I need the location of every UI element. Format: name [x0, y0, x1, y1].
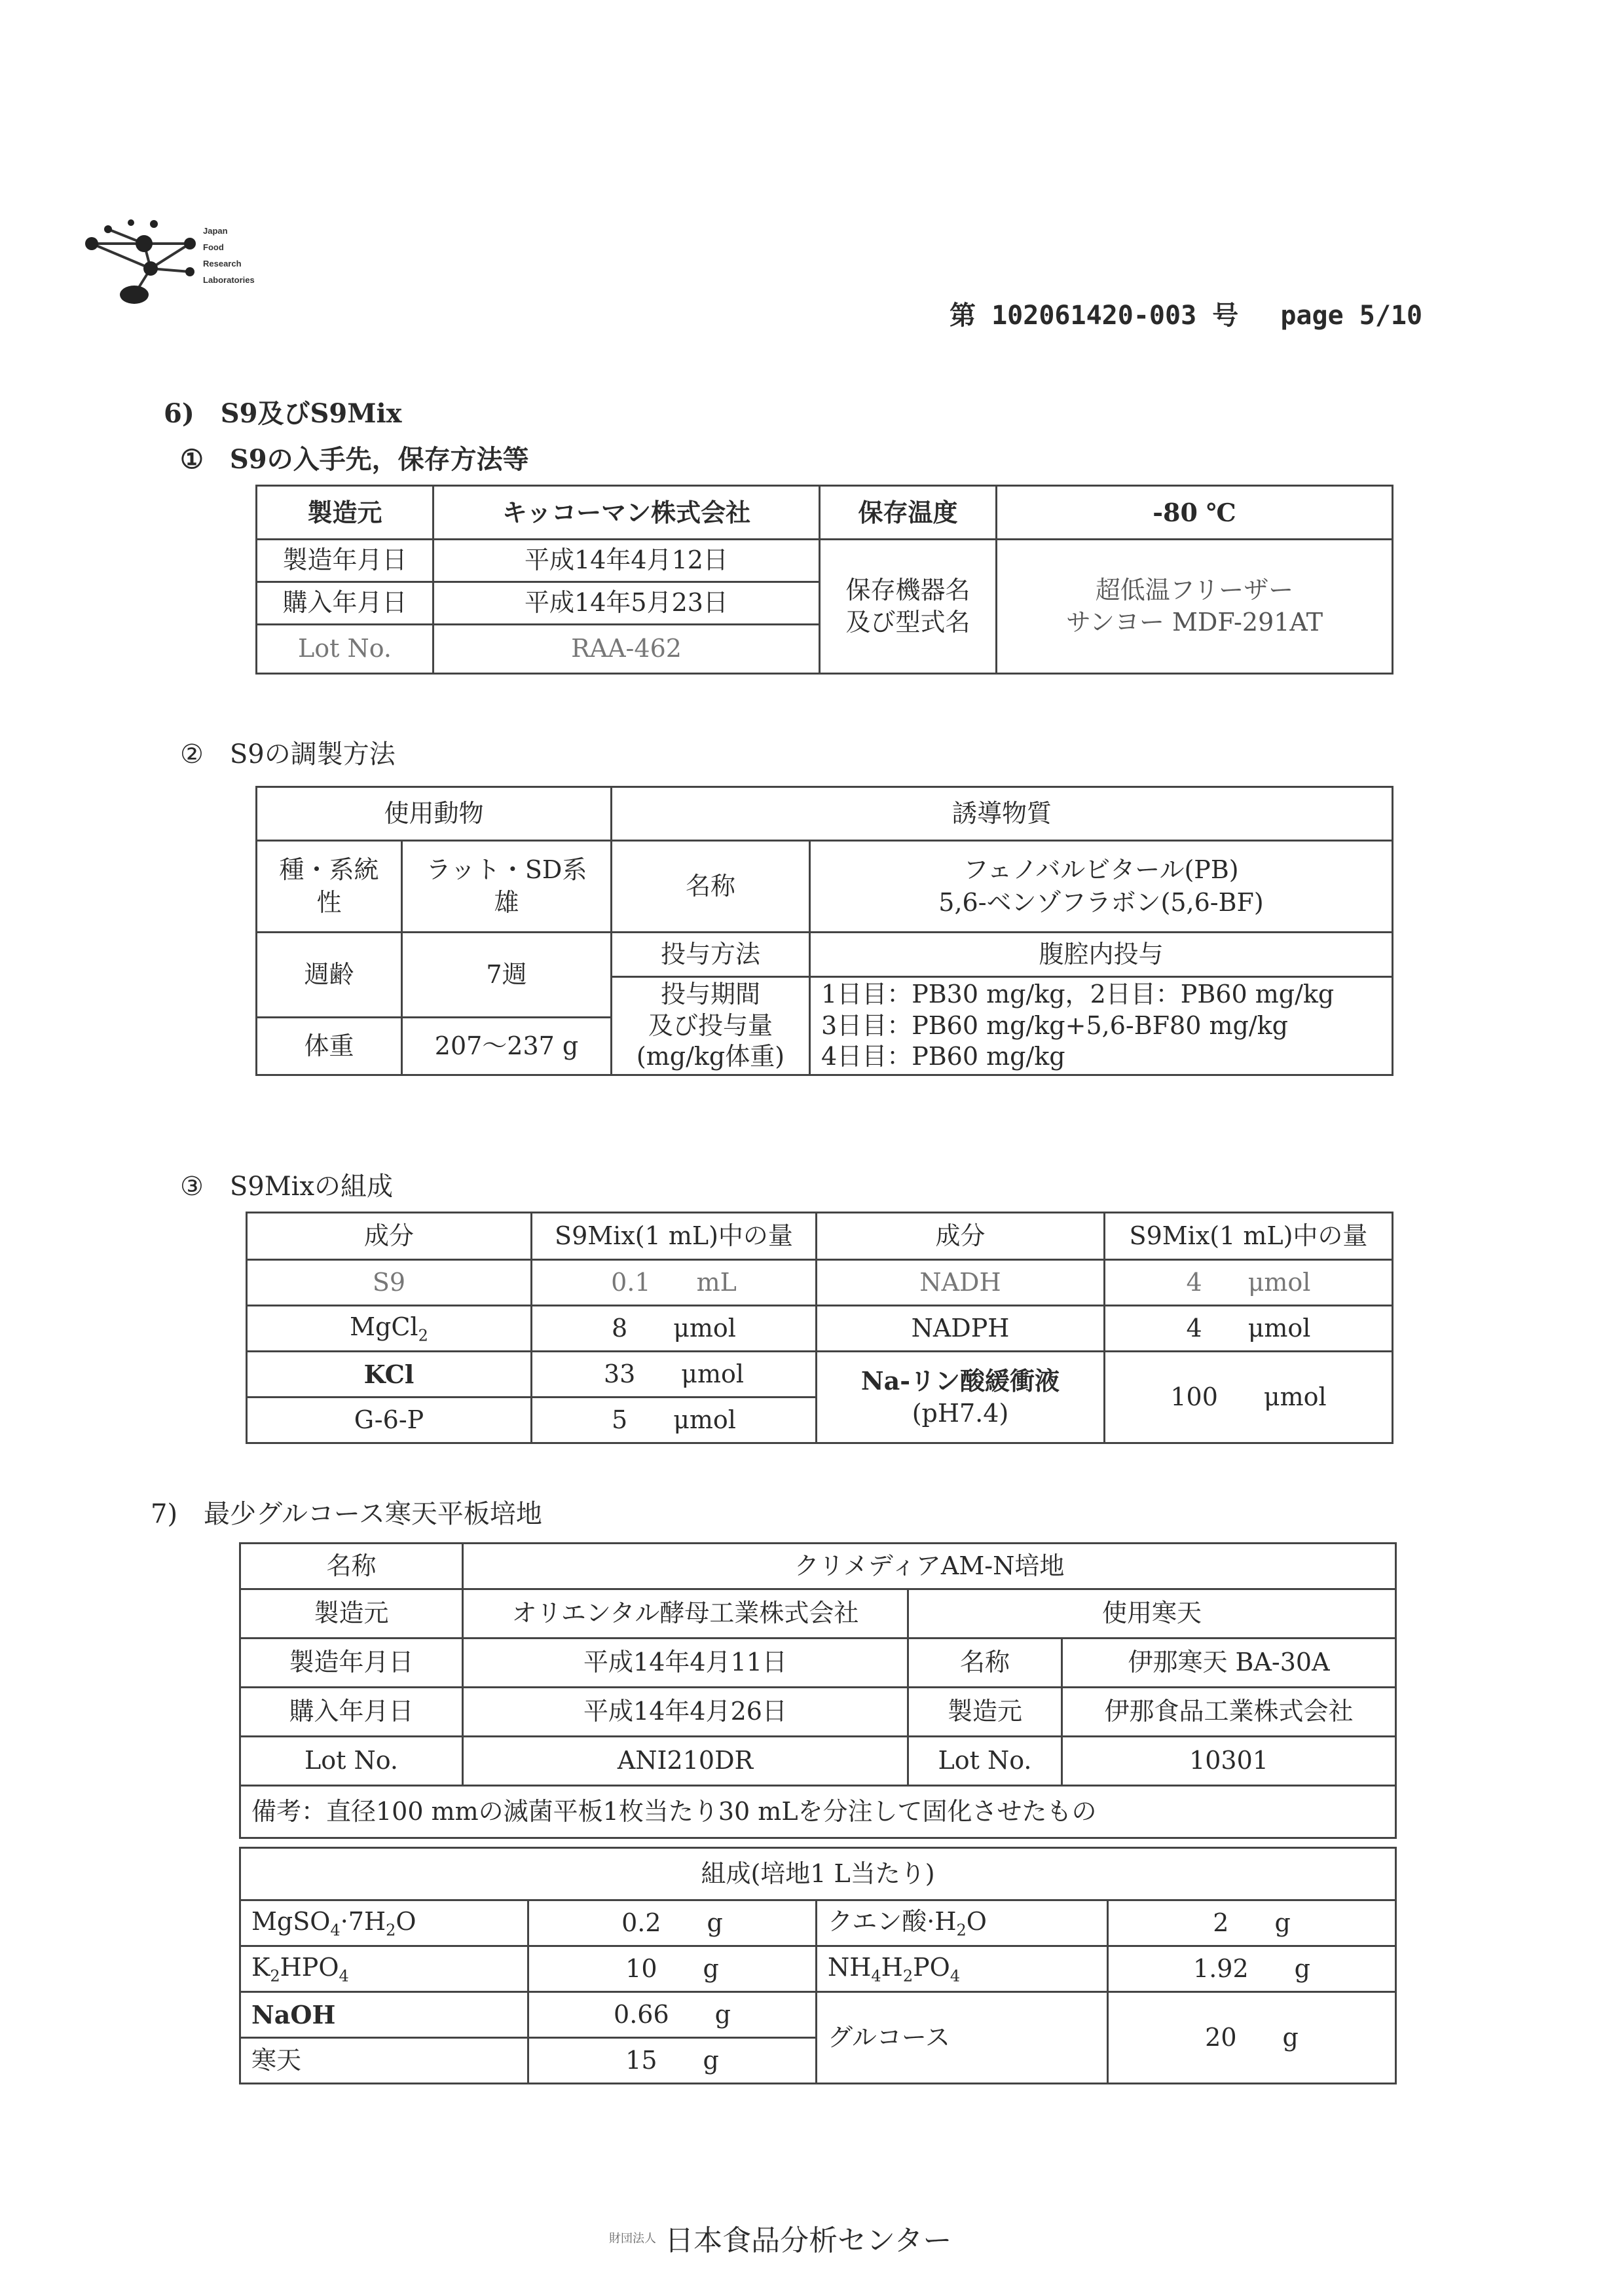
- equip-value: 超低温フリーザー サンヨー MDF-291AT: [997, 540, 1393, 674]
- comp-glucose-amount: 20 g: [1108, 1992, 1396, 2084]
- comp-naoh: NaOH: [240, 1992, 528, 2038]
- medium-lot-value: ANI210DR: [463, 1737, 908, 1786]
- mfg-date-label: 製造年月日: [257, 540, 434, 582]
- medium-mfg-label: 製造年月日: [240, 1639, 463, 1688]
- agar-maker-label: 製造元: [908, 1688, 1062, 1737]
- component-kcl: KCl: [247, 1352, 532, 1398]
- comp-mgso4: $MgSO_4\cdot 7H_2O$: [240, 1900, 528, 1946]
- amount-nadh: 4 μmol: [1105, 1260, 1393, 1306]
- comp-agar-amount: 15 g: [528, 2038, 817, 2084]
- comp-nh4h2po4-amount: 1.92 g: [1108, 1946, 1396, 1992]
- s9mix-heading: ③ S9Mixの組成: [180, 1172, 394, 1202]
- species-value: ラット・SD系 雄: [402, 841, 612, 933]
- doc-reference: [950, 295, 1422, 332]
- section-6-heading: 6) S9及びS9Mix: [164, 398, 402, 429]
- col-amount-left: S9Mix(1 mL)中の量: [532, 1213, 817, 1260]
- weight-value: 207～237 g: [402, 1018, 612, 1075]
- org-name-lines: Japan Food Research Laboratories: [203, 226, 255, 285]
- section-7-heading: 7) 最少グルコース寒天平板培地: [151, 1499, 542, 1529]
- agar-header: 使用寒天: [908, 1589, 1396, 1639]
- footer-org: [609, 2217, 951, 2259]
- age-value: 7週: [402, 933, 612, 1018]
- s9-source-heading: ① S9の入手先，保存方法等: [180, 444, 529, 475]
- medium-info-table: [239, 1542, 1397, 1839]
- comp-naoh-amount: 0.66 g: [528, 1992, 817, 2038]
- mfg-date-value: 平成14年4月12日: [434, 540, 820, 582]
- age-label: 週齢: [257, 933, 402, 1018]
- maker-label: 製造元: [257, 486, 434, 540]
- comp-k2hpo4: $K_2HPO_4$: [240, 1946, 528, 1992]
- footer-small: 財団法人: [609, 2232, 656, 2246]
- component-mgcl2: MgCl$_2$: [247, 1306, 532, 1352]
- amount-nadph: 4 μmol: [1105, 1306, 1393, 1352]
- agar-name-value: 伊那寒天 BA-30A: [1062, 1639, 1396, 1688]
- comp-nh4h2po4: $NH_4H_2PO_4$: [817, 1946, 1108, 1992]
- composition-header: 組成(培地1 L当たり): [240, 1848, 1396, 1900]
- lot-label: Lot No.: [257, 625, 434, 674]
- medium-buy-label: 購入年月日: [240, 1688, 463, 1737]
- inducer-name-label: 名称: [612, 841, 810, 933]
- medium-maker-label: 製造元: [240, 1589, 463, 1639]
- inducer-names: フェノバルビタール(PB) 5,6-ベンゾフラボン(5,6-BF): [810, 841, 1393, 933]
- temp-value: -80 ℃: [997, 486, 1393, 540]
- component-g6p: G-6-P: [247, 1398, 532, 1443]
- component-phosphate-buffer: Na-リン酸緩衝液 (pH7.4): [817, 1352, 1105, 1443]
- medium-lot-label: Lot No.: [240, 1737, 463, 1786]
- network-logo-icon: [79, 210, 210, 308]
- animal-header: 使用動物: [257, 787, 612, 841]
- dose-schedule: 1日目：PB30 mg/kg，2日目：PB60 mg/kg 3日目：PB60 mg/kg+5,6-BF80 mg/kg 4日目：PB60 mg/kg: [810, 977, 1393, 1075]
- buy-date-label: 購入年月日: [257, 582, 434, 625]
- medium-note: 備考：直径100 mmの滅菌平板1枚当たり30 mLを分注して固化させたもの: [240, 1786, 1396, 1838]
- comp-mgso4-amount: 0.2 g: [528, 1900, 817, 1946]
- comp-citric-acid-amount: 2 g: [1108, 1900, 1396, 1946]
- org-logo: [79, 210, 288, 308]
- s9-source-table: [255, 485, 1393, 675]
- footer-org-name: 日本食品分析センター: [665, 2224, 952, 2257]
- col-component-left: 成分: [247, 1213, 532, 1260]
- method-label: 投与方法: [612, 933, 810, 977]
- species-label: 種・系統 性: [257, 841, 402, 933]
- col-component-right: 成分: [817, 1213, 1105, 1260]
- amount-g6p: 5 μmol: [532, 1398, 817, 1443]
- comp-glucose: グルコース: [817, 1992, 1108, 2084]
- s9-prep-heading: ② S9の調製方法: [180, 739, 396, 769]
- inducer-header: 誘導物質: [612, 787, 1393, 841]
- agar-lot-value: 10301: [1062, 1737, 1396, 1786]
- amount-mgcl2: 8 μmol: [532, 1306, 817, 1352]
- agar-name-label: 名称: [908, 1639, 1062, 1688]
- medium-maker-value: オリエンタル酵母工業株式会社: [463, 1589, 908, 1639]
- s9mix-table: [246, 1212, 1393, 1444]
- doc-number: 第 102061420-003 号: [950, 301, 1239, 331]
- page-number: page 5/10: [1280, 301, 1423, 331]
- medium-name-label: 名称: [240, 1544, 463, 1589]
- s9-prep-table: [255, 786, 1393, 1076]
- col-amount-right: S9Mix(1 mL)中の量: [1105, 1213, 1393, 1260]
- weight-label: 体重: [257, 1018, 402, 1075]
- buy-date-value: 平成14年5月23日: [434, 582, 820, 625]
- method-value: 腹腔内投与: [810, 933, 1393, 977]
- lot-value: RAA-462: [434, 625, 820, 674]
- period-label: 投与期間 及び投与量 (mg/kg体重): [612, 977, 810, 1075]
- agar-lot-label: Lot No.: [908, 1737, 1062, 1786]
- medium-buy-value: 平成14年4月26日: [463, 1688, 908, 1737]
- amount-phosphate-buffer: 100 μmol: [1105, 1352, 1393, 1443]
- component-nadph: NADPH: [817, 1306, 1105, 1352]
- maker-value: キッコーマン株式会社: [434, 486, 820, 540]
- amount-s9: 0.1 mL: [532, 1260, 817, 1306]
- comp-k2hpo4-amount: 10 g: [528, 1946, 817, 1992]
- medium-composition-table: [239, 1847, 1397, 2084]
- component-s9: S9: [247, 1260, 532, 1306]
- equip-label: 保存機器名 及び型式名: [820, 540, 997, 674]
- medium-mfg-value: 平成14年4月11日: [463, 1639, 908, 1688]
- temp-label: 保存温度: [820, 486, 997, 540]
- medium-name-value: クリメディアAM-N培地: [463, 1544, 1396, 1589]
- component-nadh: NADH: [817, 1260, 1105, 1306]
- amount-kcl: 33 μmol: [532, 1352, 817, 1398]
- comp-agar: 寒天: [240, 2038, 528, 2084]
- agar-maker-value: 伊那食品工業株式会社: [1062, 1688, 1396, 1737]
- comp-citric-acid: クエン酸$\cdot H_2O$: [817, 1900, 1108, 1946]
